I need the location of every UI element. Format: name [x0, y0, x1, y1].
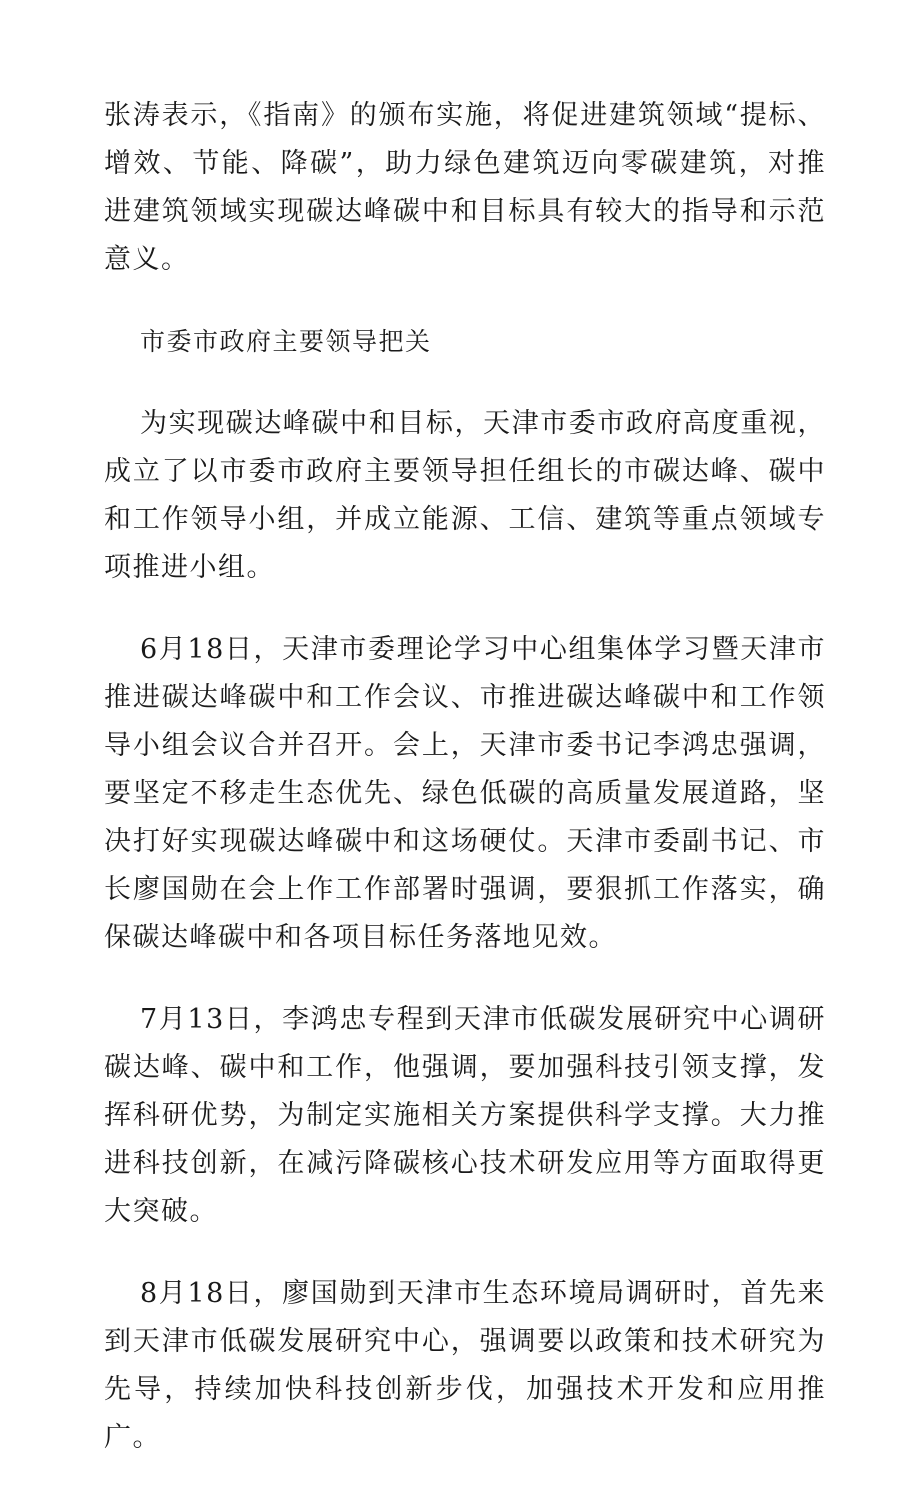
- document-body: [104, 92, 826, 1496]
- paragraph-leadership-group: 为实现碳达峰碳中和目标，天津市委市政府高度重视，成立了以市委市政府主要领导担任组长的市碳达峰、碳中和工作领导小组，并成立能源、工信、建筑等重点领域专项推进小组。: [104, 408, 826, 583]
- paragraph-august-18: 8月18日，廖国勋到天津市生态环境局调研时，首先来到天津市低碳发展研究中心，强调要以政策和技术研究为先导，持续加快科技创新步伐，加强技术开发和应用推广。: [104, 1278, 826, 1453]
- paragraph-june-18: 6月18日，天津市委理论学习中心组集体学习暨天津市推进碳达峰碳中和工作会议、市推进碳达峰碳中和工作领导小组会议合并召开。会上，天津市委书记李鸿忠强调，要坚定不移走生态优先、绿色低碳的高质量发展道路，坚决打好实现碳达峰碳中和这场硬仗。天津市委副书记、市长廖国勋在会上作工作部署时强调，要狠抓工作落实，确保碳达峰碳中和各项目标任务落地见效。: [104, 634, 826, 953]
- paragraph-zhangtao-statement: 张涛表示，《指南》的颁布实施，将促进建筑领域“提标、增效、节能、降碳”，助力绿色建筑迈向零碳建筑，对推进建筑领域实现碳达峰碳中和目标具有较大的指导和示范意义。: [104, 100, 826, 275]
- paragraph-july-13: 7月13日，李鸿忠专程到天津市低碳发展研究中心调研碳达峰、碳中和工作，他强调，要加强科技引领支撑，发挥科研优势，为制定实施相关方案提供科学支撑。大力推进科技创新，在减污降碳核心技术研发应用等方面取得更大突破。: [104, 1004, 826, 1227]
- section-heading: 市委市政府主要领导把关: [140, 327, 432, 356]
